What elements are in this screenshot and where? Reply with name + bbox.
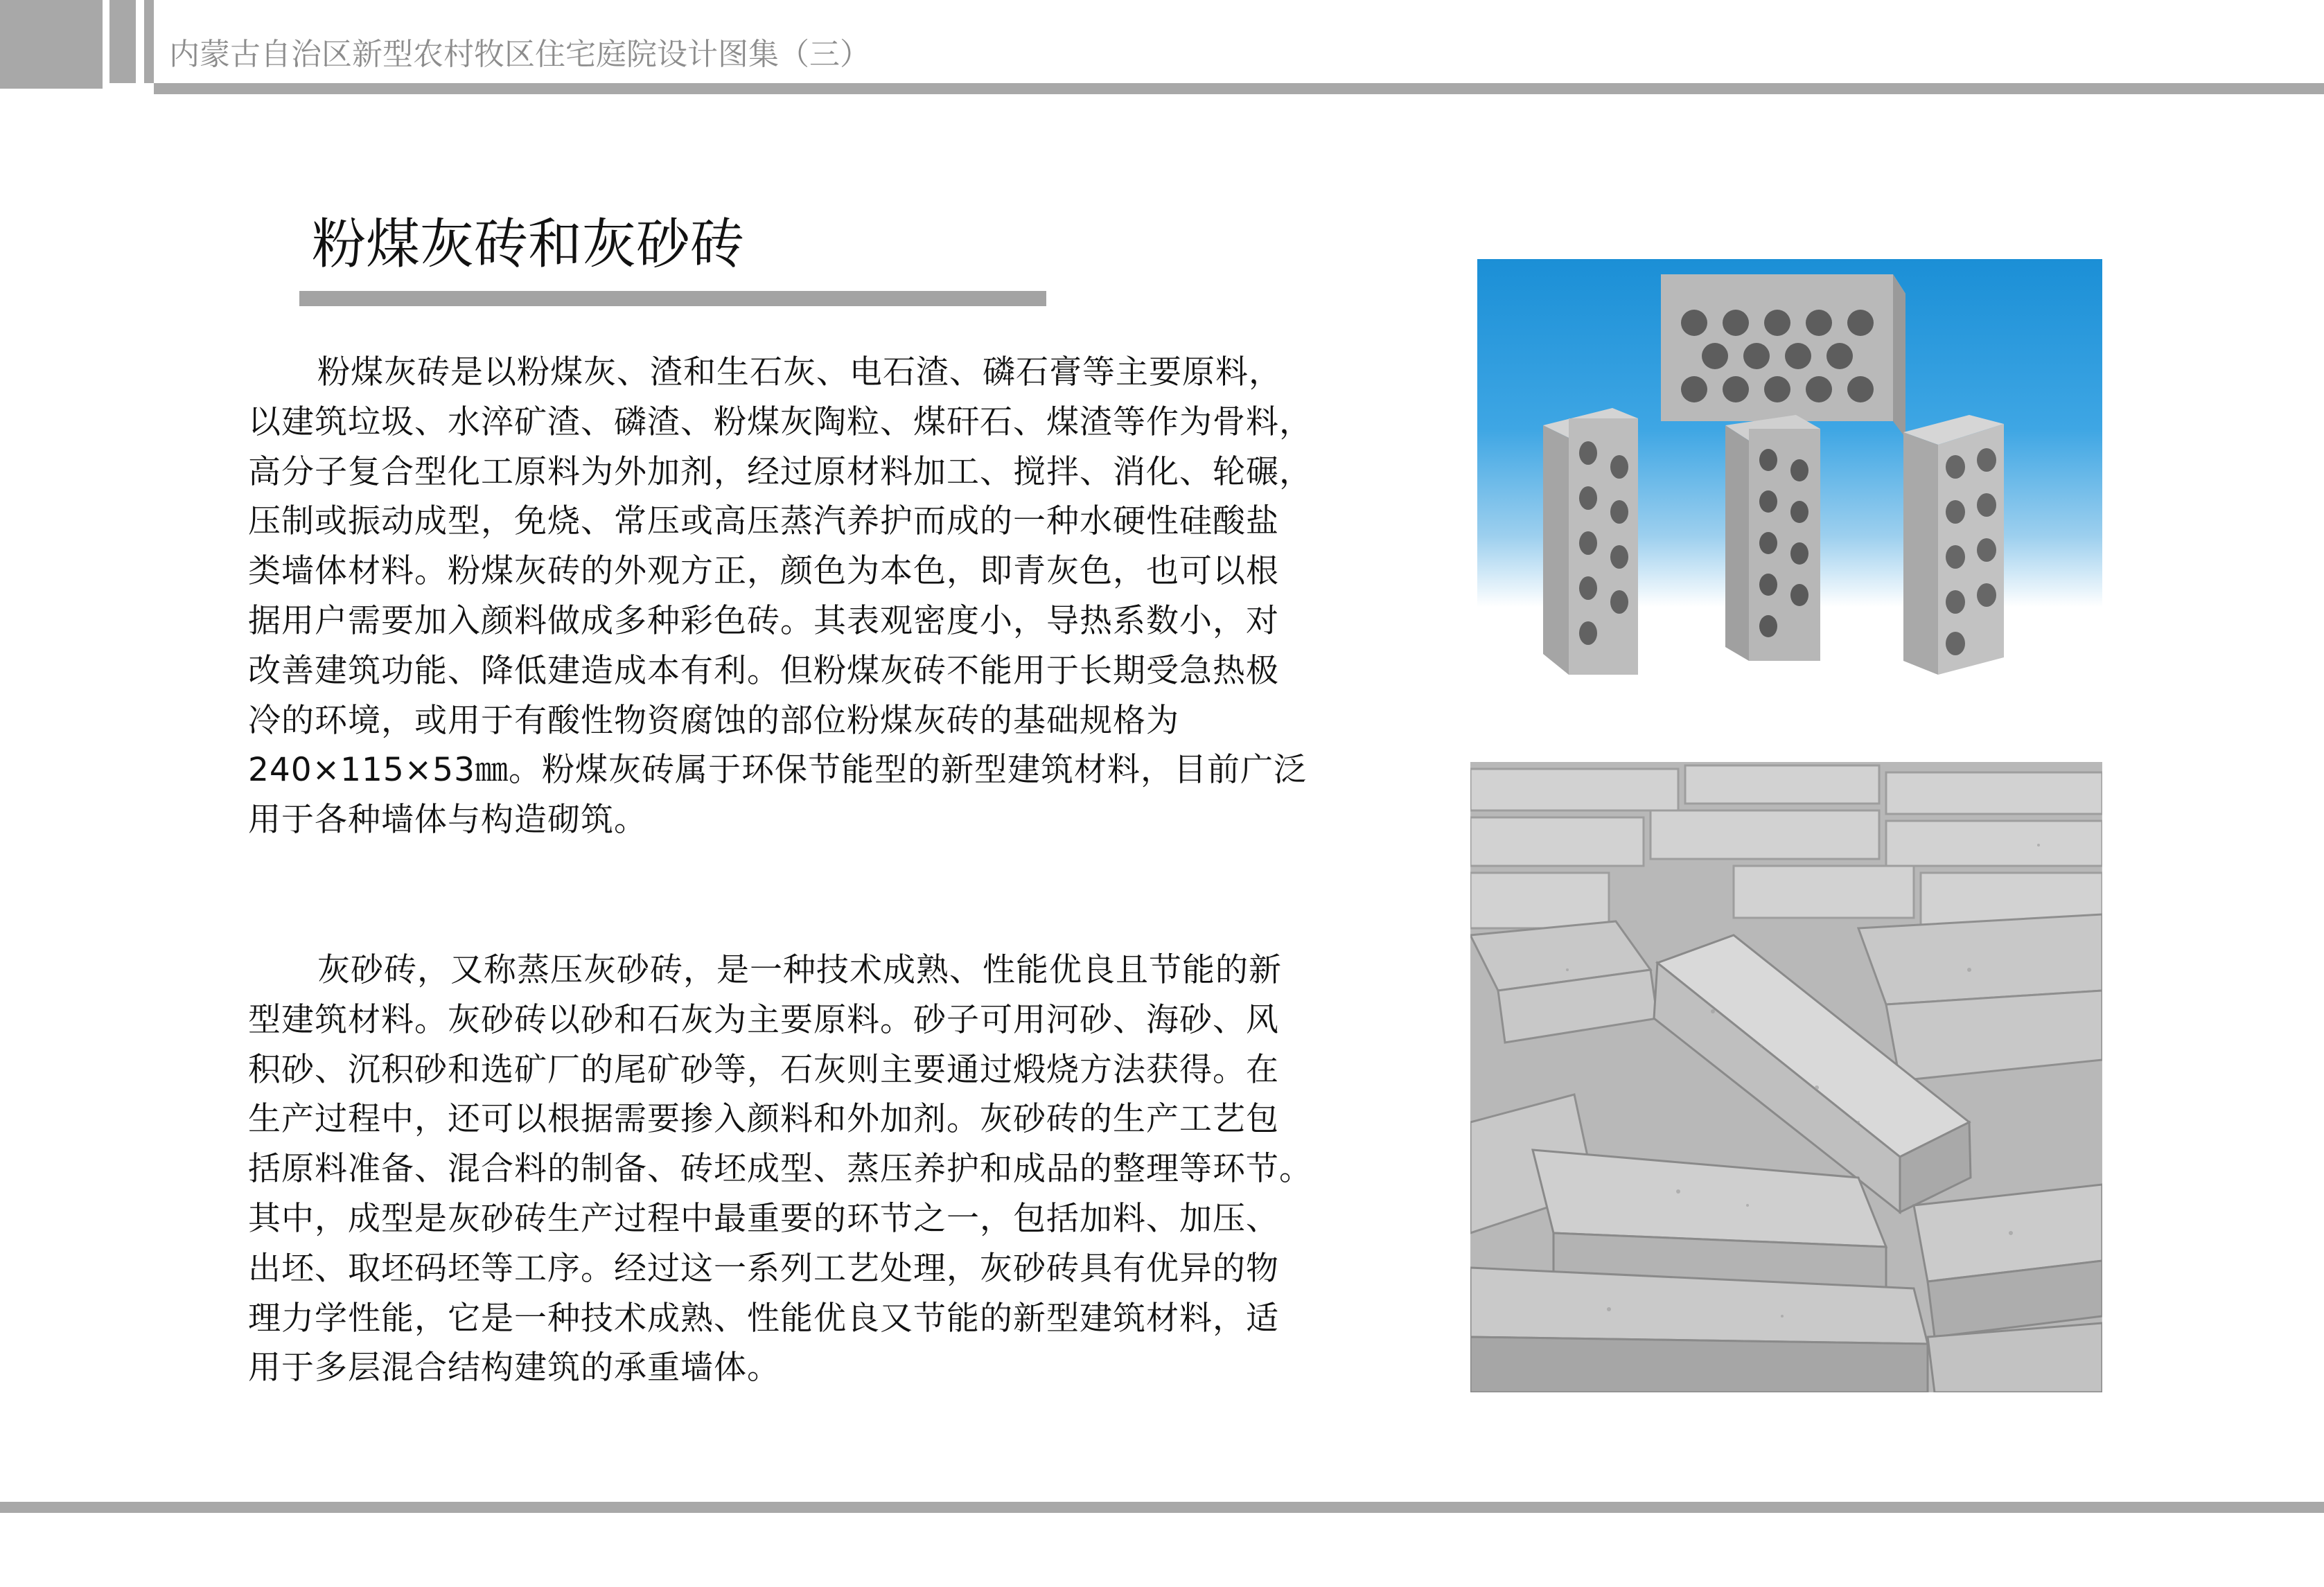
text-line: 高分子复合型化工原料为外加剂，经过原材料加工、搅拌、消化、轮碾， [248, 452, 1312, 491]
text-line: 型建筑材料。灰砂砖以砂和石灰为主要原料。砂子可用河砂、海砂、风 [248, 1000, 1279, 1039]
text-line: 类墙体材料。粉煤灰砖的外观方正，颜色为本色，即青灰色，也可以根 [248, 552, 1279, 591]
sand-lime-bricks-photo [1470, 762, 2102, 1392]
footer-rule [0, 1502, 2324, 1513]
text-line: 据用户需要加入颜料做成多种彩色砖。其表观密度小，导热系数小，对 [248, 601, 1279, 640]
paragraph-sand-lime-brick [248, 946, 1357, 1393]
text-line: 压制或振动成型，免烧、常压或高压蒸汽养护而成的一种水硬性硅酸盐 [248, 502, 1279, 541]
section-title: 粉煤灰砖和灰砂砖 [312, 213, 745, 276]
document-title: 内蒙古自治区新型农村牧区住宅庭院设计图集（三） [169, 37, 870, 72]
text-line: 出坯、取坯码坯等工序。经过这一系列工艺处理，灰砂砖具有优异的物 [248, 1249, 1279, 1288]
text-line: 括原料准备、混合料的制备、砖坯成型、蒸压养护和成品的整理等环节。 [248, 1150, 1312, 1189]
header-rule [154, 83, 2324, 94]
text-line: 用于多层混合结构建筑的承重墙体。 [248, 1349, 780, 1387]
text-line: 粉煤灰砖是以粉煤灰、渣和生石灰、电石渣、磷石膏等主要原料， [317, 353, 1282, 391]
text-line: 积砂、沉积砂和选矿厂的尾矿砂等，石灰则主要通过煅烧方法获得。在 [248, 1050, 1279, 1089]
text-line: 其中，成型是灰砂砖生产过程中最重要的环节之一，包括加料、加压、 [248, 1199, 1279, 1238]
text-line: 生产过程中，还可以根据需要掺入颜料和外加剂。灰砂砖的生产工艺包 [248, 1100, 1279, 1139]
header-bar-thin [144, 0, 154, 83]
section-title-underline [299, 291, 1046, 306]
text-line: 用于各种墙体与构造砌筑。 [248, 801, 647, 840]
text-line: 灰砂砖，又称蒸压灰砂砖，是一种技术成熟、性能优良且节能的新 [317, 951, 1282, 989]
text-line: 改善建筑功能、降低建造成本有利。但粉煤灰砖不能用于长期受急热极 [248, 651, 1279, 690]
text-line: 240×115×53㎜。粉煤灰砖属于环保节能型的新型建筑材料，目前广泛 [248, 751, 1307, 790]
text-line: 以建筑垃圾、水淬矿渣、磷渣、粉煤灰陶粒、煤矸石、煤渣等作为骨料， [248, 402, 1312, 441]
text-line: 冷的环境，或用于有酸性物资腐蚀的部位粉煤灰砖的基础规格为 [248, 701, 1179, 740]
header-gray-block [0, 0, 103, 89]
fly-ash-bricks-photo [1477, 259, 2102, 705]
text-line: 理力学性能，它是一种技术成熟、性能优良又节能的新型建筑材料，适 [248, 1299, 1279, 1338]
header-bar-thick [109, 0, 136, 83]
paragraph-fly-ash-brick [248, 348, 1357, 845]
